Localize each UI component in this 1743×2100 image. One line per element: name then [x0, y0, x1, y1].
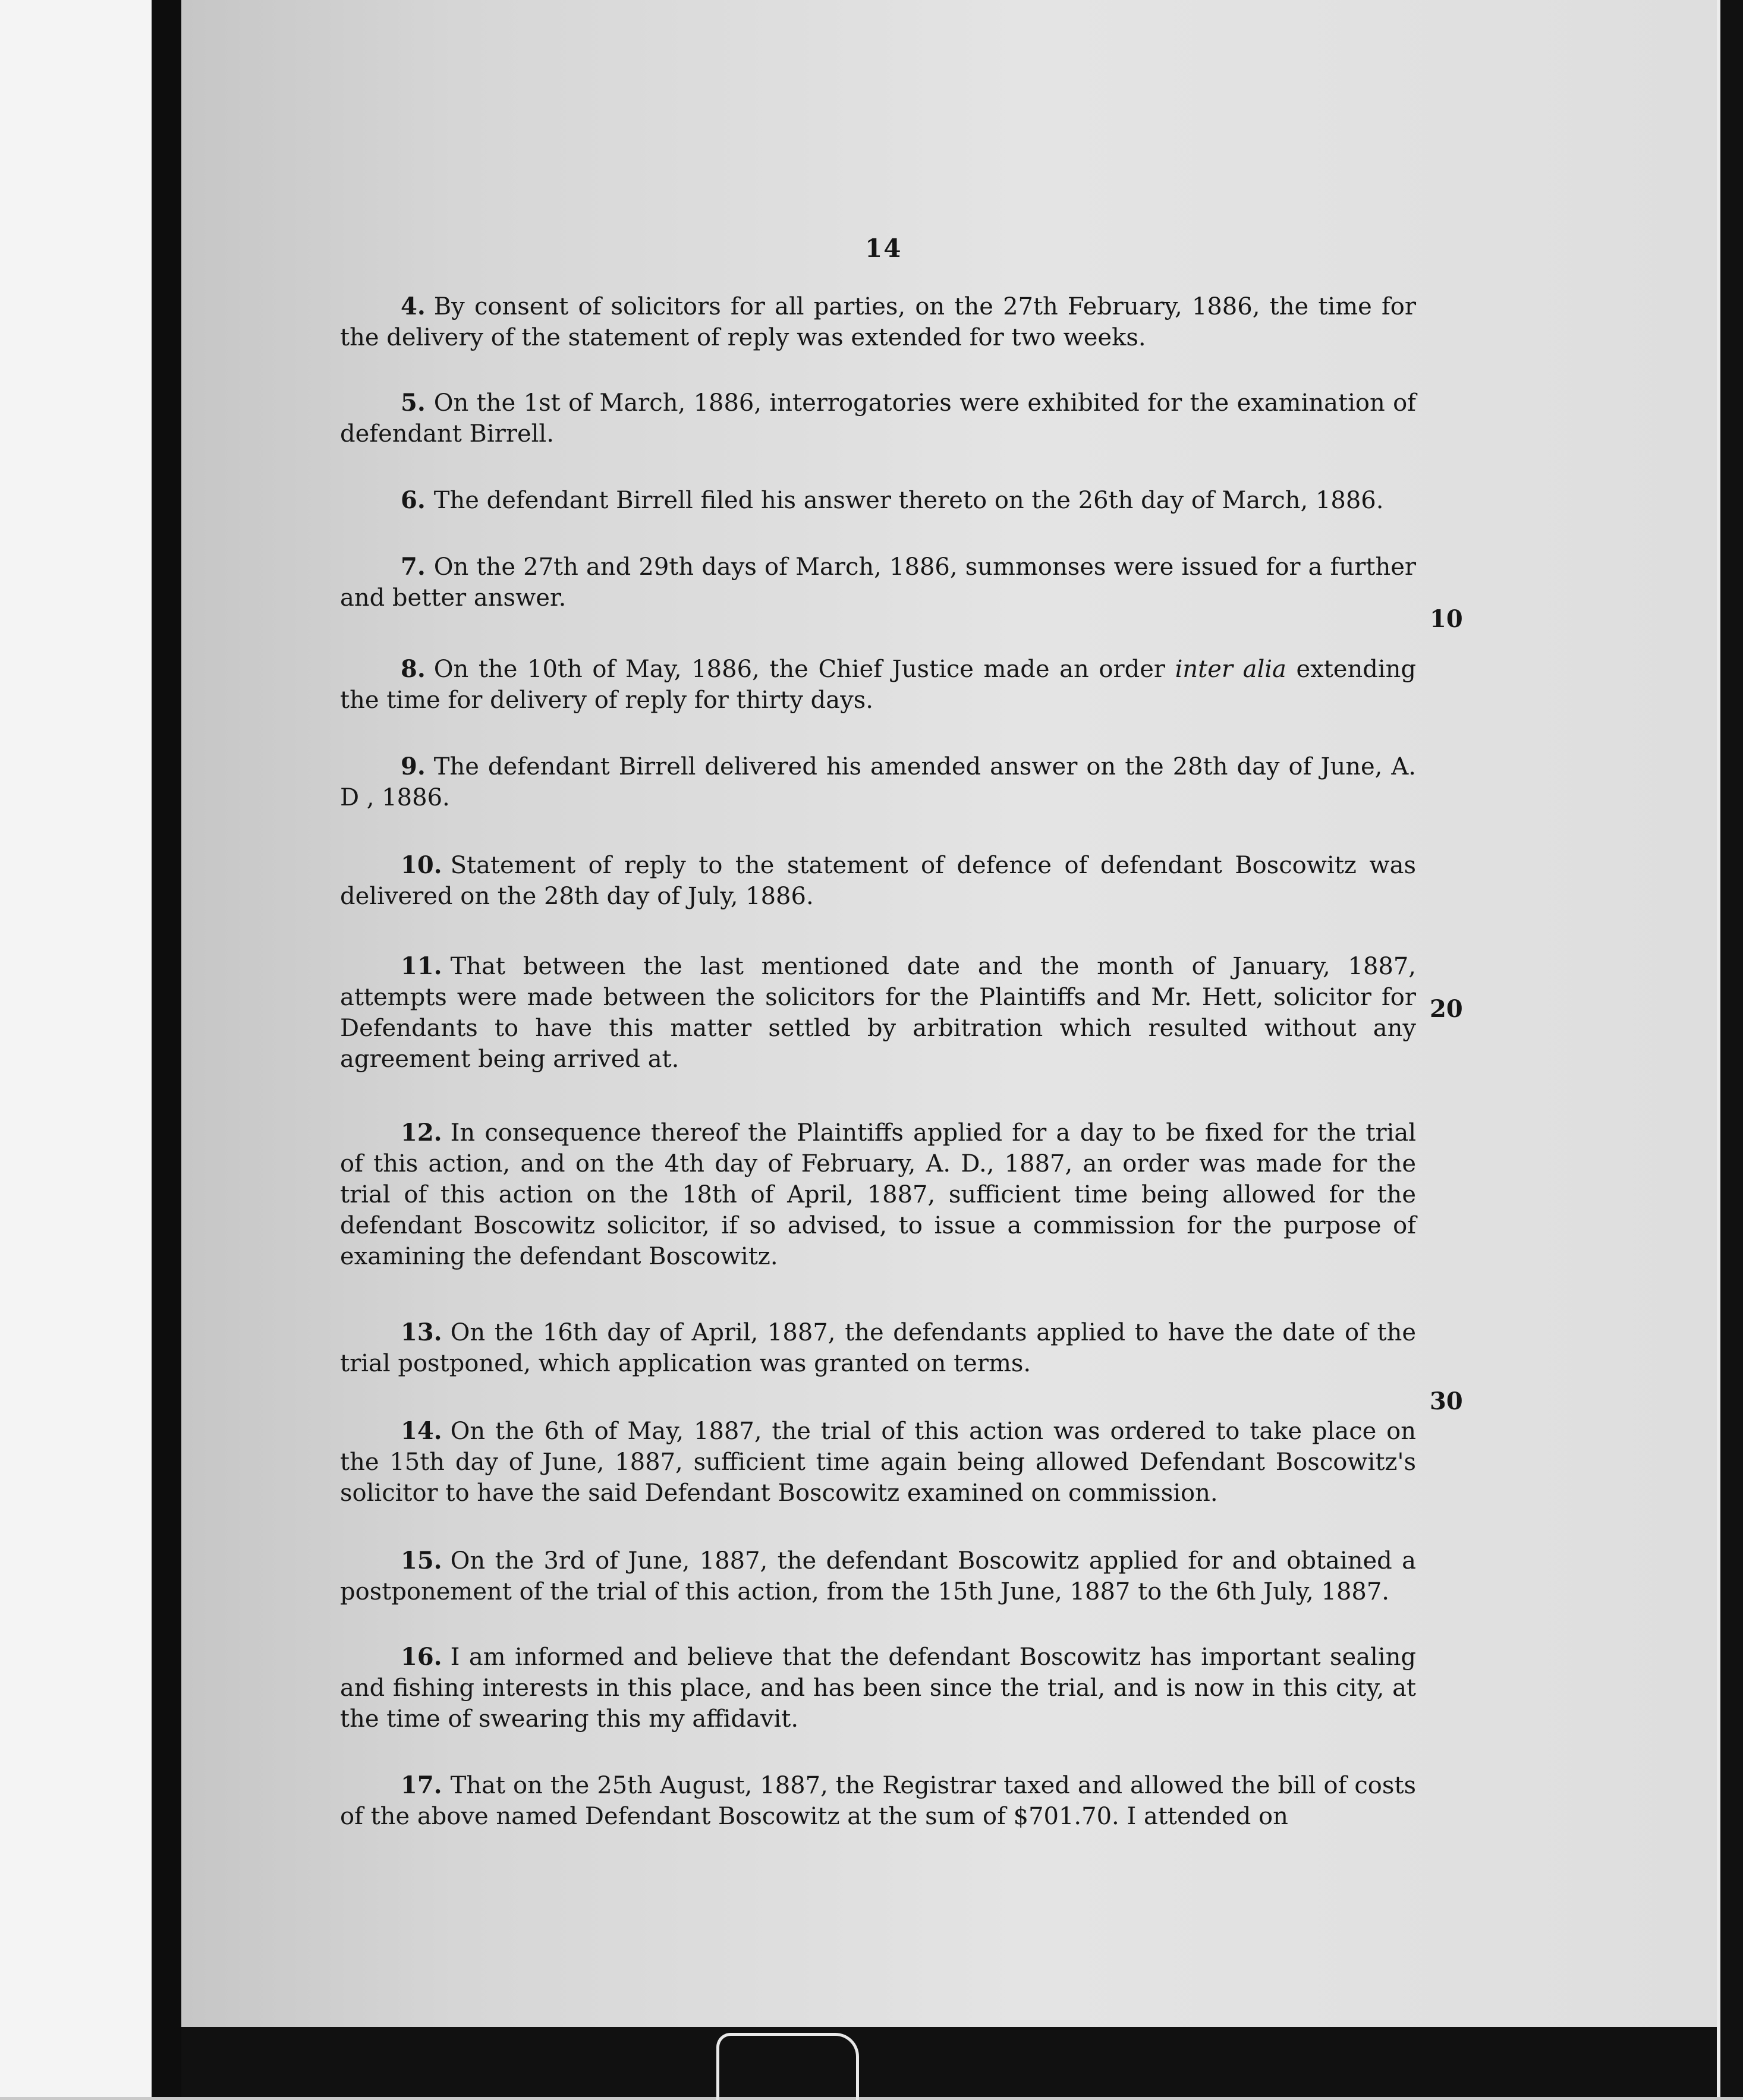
paragraph-13: 13. On the 16th day of April, 1887, the defendants applied to have the date of the trial postponed, which application was granted on terms.	[340, 1318, 1416, 1377]
paragraph-10: 10. Statement of reply to the statement of defence of defendant Boscowitz was delivered on the 28th day of July, 1886.	[340, 851, 1416, 910]
paragraph-14: 14. On the 6th of May, 1887, the trial of this action was ordered to take place on the 15th day of June, 1887, sufficient time again being allowed Defendant Boscowitz's solicitor to have the said Defendant Boscowitz examined on commission.	[340, 1417, 1416, 1507]
paragraph-8: 8. On the 10th of May, 1886, the Chief Justice made an order inter alia extending the time for delivery of reply for thirty days.	[340, 655, 1417, 714]
left-facing-page-margin	[0, 0, 152, 2097]
binding-clip-outline	[716, 2033, 859, 2100]
margin-line-number-10: 10	[1430, 605, 1463, 633]
paragraph-16: 16. I am informed and believe that the defendant Boscowitz has important sealing and fishing interests in this place, and has been since the trial, and is now in this city, at the time of swearing this my affidavit.	[340, 1643, 1416, 1733]
page-bottom-border	[181, 2027, 1717, 2097]
paragraph-15: 15. On the 3rd of June, 1887, the defendant Boscowitz applied for and obtained a postponement of the trial of this action, from the 15th June, 1887 to the 6th July, 1887.	[340, 1547, 1416, 1605]
margin-line-number-20: 20	[1430, 995, 1463, 1023]
paragraph-4: 4. By consent of solicitors for all parties, on the 27th February, 1886, the time for the delivery of the statement of reply was extended for two weeks.	[340, 292, 1416, 351]
page-right-border	[1717, 0, 1743, 2097]
paragraph-5: 5. On the 1st of March, 1886, interrogatories were exhibited for the examination of defendant Birrell.	[340, 389, 1416, 448]
paragraph-7: 7. On the 27th and 29th days of March, 1886, summonses were issued for a further and better answer.	[340, 553, 1416, 612]
page-number: 14	[865, 234, 902, 263]
paragraph-6: 6. The defendant Birrell filed his answer thereto on the 26th day of March, 1886.	[401, 486, 1384, 514]
paragraph-17: 17. That on the 25th August, 1887, the Registrar taxed and allowed the bill of costs of the above named Defendant Boscowitz at the sum of $701.70. I attended on	[340, 1771, 1416, 1830]
paragraph-11: 11. That between the last mentioned date and the month of January, 1887, attempts were made between the solicitors for the Plaintiffs and Mr. Hett, solicitor for Defendants to have this matter settled by arbitration which resulted without any agreement being arrived at.	[340, 952, 1416, 1073]
paragraph-12: 12. In consequence thereof the Plaintiffs applied for a day to be fixed for the trial of this action, and on the 4th day of February, A. D., 1887, an order was made for the trial of this action on the 18th of April, 1887, sufficient time being allowed for the defendant Boscowitz solicitor, if so advised, to issue a commission for the purpose of examining the defendant Boscowitz.	[340, 1119, 1416, 1270]
paragraph-9: 9. The defendant Birrell delivered his amended answer on the 28th day of June, A. D , 1886.	[340, 753, 1416, 811]
margin-line-number-30: 30	[1430, 1387, 1463, 1415]
book-spine-shadow	[152, 0, 181, 2097]
